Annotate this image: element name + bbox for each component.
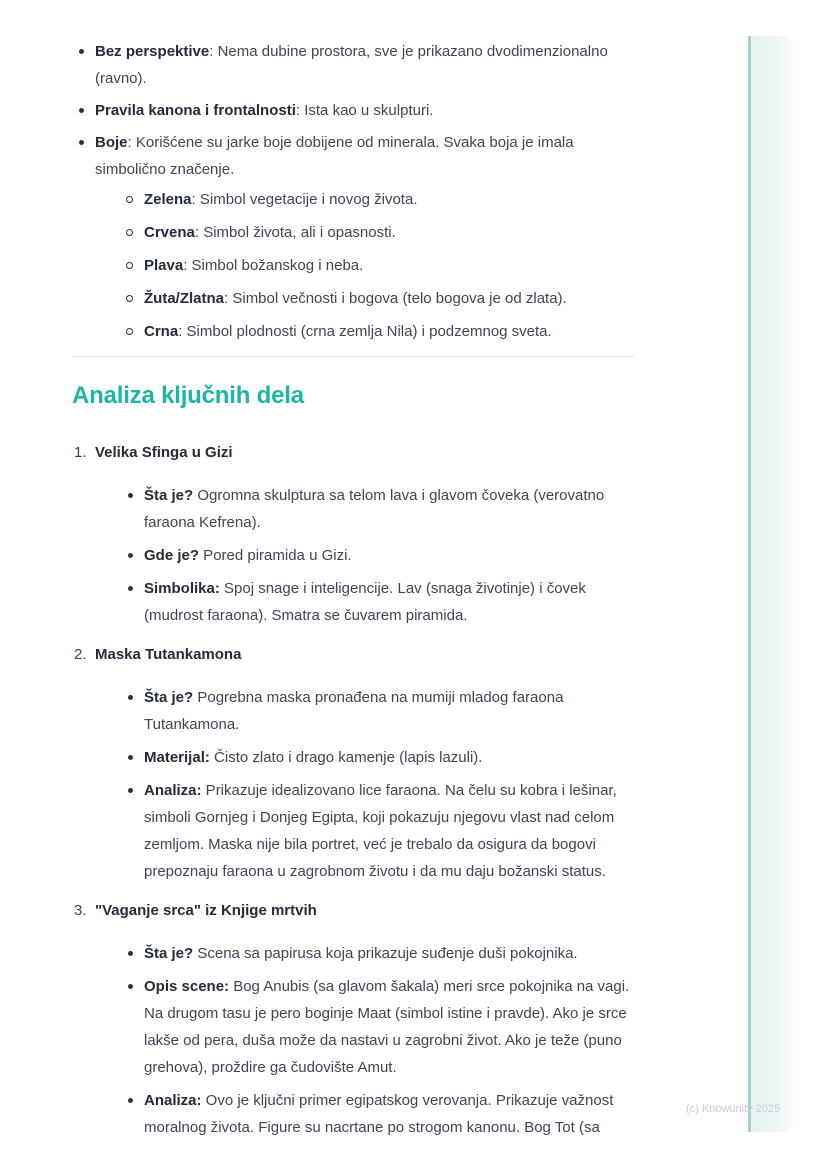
list-item [72,129,636,345]
bullet-icon [128,695,133,700]
bullet-label: Opis scene: [144,978,230,995]
bullet-label: Plava [144,257,184,274]
list-item [121,219,636,246]
bullet-text: Pored piramida u Gizi. [199,547,352,564]
bullet-text: Spoj snage i inteligencije. Lav (snaga životinje) i čovek (mudrost faraona). Smatra se čuvarem piramida. [144,580,586,624]
bullet-icon [79,49,84,54]
bullet-text: Scena sa papirusa koja prikazuje suđenje duši pokojnika. [193,945,578,962]
numbered-item [72,439,636,629]
bullet-text: : Nema dubine prostora, sve je prikazano dvodimenzionalno (ravno). [95,43,608,87]
list-item [121,1087,636,1141]
bullet-label: Crvena [144,224,195,241]
section-heading: Analiza ključnih dela [72,382,304,409]
bullet-label: Bez perspektive [95,43,210,60]
bullet-text: Pogrebna maska pronađena na mumiji mladog faraona Tutankamona. [144,689,564,733]
bullet-text: : Ista kao u skulpturi. [295,102,434,119]
item-title: "Vaganje srca" iz Knjige mrtvih [95,902,317,919]
list-item [72,97,636,124]
list-item [121,744,636,771]
color-symbol-list [95,186,636,345]
detail-bullet-list [95,684,636,885]
list-item [121,318,636,345]
document-content [72,38,636,1153]
bullet-label: Boje [95,134,128,151]
list-item [72,38,636,92]
list-item [121,940,636,967]
bullet-text: : Korišćene su jarke boje dobijene od minerala. Svaka boja je imala simbolično značenje. [95,134,574,178]
bullet-icon [128,984,133,989]
page-edge-highlight-strip [748,36,792,1132]
bullet-label: Crna [144,323,179,340]
bullet-icon [128,493,133,498]
item-number: 3. [74,902,87,919]
hollow-bullet-icon [126,196,133,203]
bullet-label: Pravila kanona i frontalnosti [95,102,296,119]
list-item [121,482,636,536]
bullet-icon [128,1098,133,1103]
detail-bullet-list [95,482,636,629]
bullet-label: Šta je? [144,487,194,504]
section-divider [72,356,634,357]
list-item [121,285,636,312]
bullet-label: Žuta/Zlatna [144,290,225,307]
bullet-label: Šta je? [144,689,194,706]
list-item [121,684,636,738]
hollow-bullet-icon [126,328,133,335]
item-title: Maska Tutankamona [95,646,242,663]
list-item [121,252,636,279]
bullet-text: Ogromna skulptura sa telom lava i glavom čoveka (verovatno faraona Kefrena). [144,487,605,531]
bullet-text: : Simbol vegetacije i novog života. [191,191,418,208]
hollow-bullet-icon [126,229,133,236]
list-item [121,542,636,569]
bullet-label: Analiza: [144,782,202,799]
numbered-item [72,641,636,885]
list-item [121,575,636,629]
bullet-text: Prikazuje idealizovano lice faraona. Na čelu su kobra i lešinar, simboli Gornjeg i Donjeg Egipta, koji pokazuju njegovu vlast nad celom zemljom. Maska nije bila portret, već je trebalo da osigura da bogovi prepoznaju faraona u zagrobnom životu i da mu daju božanski status. [144,782,617,880]
bullet-label: Analiza: [144,1092,202,1109]
bullet-text: : Simbol večnosti i bogova (telo bogova je od zlata). [224,290,567,307]
bullet-text: Ovo je ključni primer egipatskog verovanja. Prikazuje važnost moralnog života. Figure su nacrtane po strogom kanonu. Bog Tot (sa [144,1092,614,1136]
bullet-icon [128,951,133,956]
hollow-bullet-icon [126,295,133,302]
item-number: 2. [74,646,87,663]
hollow-bullet-icon [126,262,133,269]
bullet-label: Simbolika: [144,580,220,597]
bullet-text: Čisto zlato i drago kamenje (lapis lazuli). [209,749,483,766]
bullet-text: : Simbol života, ali i opasnosti. [194,224,396,241]
bullet-label: Zelena [144,191,192,208]
bullet-icon [79,140,84,145]
bullet-icon [79,108,84,113]
item-title: Velika Sfinga u Gizi [95,444,233,461]
item-number: 1. [74,444,87,461]
numbered-item [72,897,636,1141]
copyright-watermark: (c) Knowunity 2025 [686,1103,781,1115]
bullet-label: Šta je? [144,945,194,962]
bullet-text: : Simbol plodnosti (crna zemlja Nila) i podzemnog sveta. [178,323,552,340]
numbered-section-list [72,439,636,1141]
bullet-icon [128,586,133,591]
bullet-icon [128,553,133,558]
bullet-label: Gde je? [144,547,200,564]
list-item [121,973,636,1081]
detail-bullet-list [95,940,636,1141]
list-item [121,777,636,885]
bullet-icon [128,755,133,760]
bullet-text: : Simbol božanskog i neba. [183,257,364,274]
bullet-text: Bog Anubis (sa glavom šakala) meri srce pokojnika na vagi. Na drugom tasu je pero boginje Maat (simbol istine i pravde). Ako je srce lakše od pera, duša može da nastavi u zagrobni život. Ako je teže (puno grehova), proždire ga čudovište Amut. [144,978,630,1076]
top-bullet-list [72,38,636,345]
list-item [121,186,636,213]
bullet-label: Materijal: [144,749,210,766]
bullet-icon [128,788,133,793]
